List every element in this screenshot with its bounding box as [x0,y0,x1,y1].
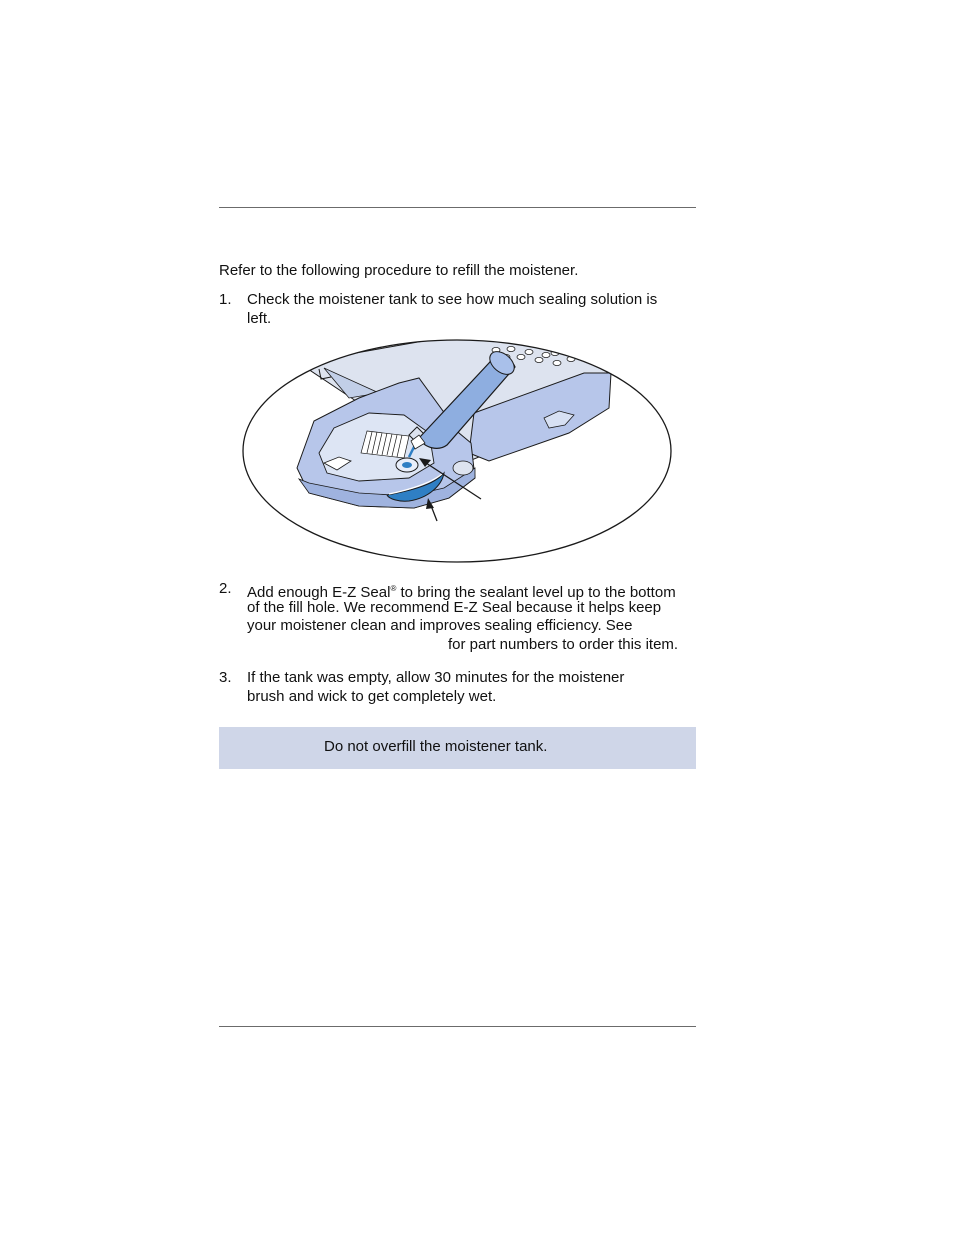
caution-note-text: Do not overfill the moistener tank. [324,738,548,755]
step-1-line-1: Check the moistener tank to see how much sealing solution is [247,291,658,308]
step-2-line-3: your moistener clean and improves sealing efficiency. See [247,617,633,634]
step-2-line-2: of the fill hole. We recommend E-Z Seal because it helps keep [247,599,662,616]
footer-rule [219,1026,696,1027]
intro-text: Refer to the following procedure to refill the moistener. [219,262,579,279]
step-3-line-2: brush and wick to get completely wet. [247,688,497,705]
caution-note [219,727,696,769]
step-1-line-2: left. [247,310,272,327]
step-1-number: 1. [219,291,232,308]
moistener-refill-figure [239,333,675,567]
step-3-number: 3. [219,669,232,686]
registered-mark: ® [390,584,397,593]
step-2-line-4: for part numbers to order this item. [448,636,679,653]
step-2-number: 2. [219,580,232,597]
step-2-line-1: Add enough E-Z Seal® to bring the sealant level up to the bottom [247,584,676,601]
step-3-line-1: If the tank was empty, allow 30 minutes for the moistener [247,669,625,686]
moistener-brush [361,431,409,458]
header-rule [219,207,696,208]
